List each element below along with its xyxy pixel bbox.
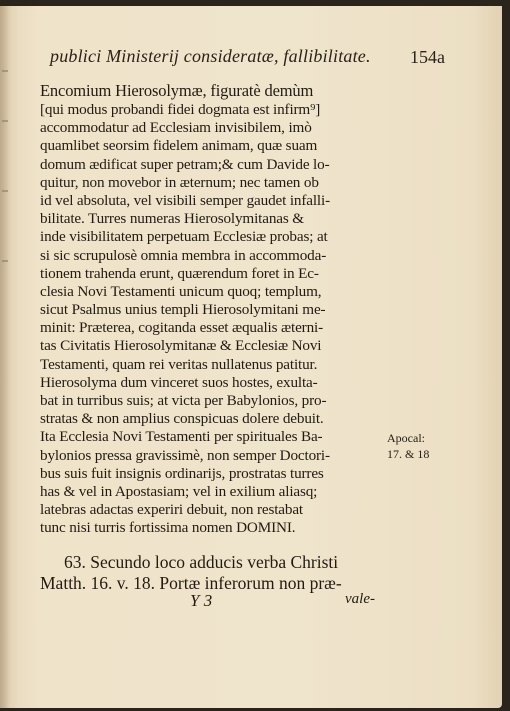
text-line: id vel absoluta, vel visibili semper gaudet infalli- [40, 191, 330, 209]
bleed-through-mark [2, 190, 8, 192]
text-line: Encomium Hierosolymæ, figuratè demùm [40, 81, 314, 100]
text-line: bylonios pressa gravissimè, non semper Doctori- [40, 446, 330, 464]
catchword: vale- [345, 591, 375, 607]
text-line: stratas & non amplius conspicuas dolere debuit. [40, 410, 324, 428]
text-line: sicut Psalmus unius templi Hierosolymitani me- [40, 301, 326, 319]
page-number: 154a [410, 47, 445, 67]
paragraph-63-line: Matth. 16. v. 18. Portæ inferorum non præ- [40, 572, 342, 593]
text-line: quamlibet seorsim fidelem animam, quæ suam [40, 137, 318, 155]
text-line: [qui modus probandi fidei dogmata est infirm⁹] [40, 101, 321, 118]
main-text-block [40, 80, 400, 594]
text-line: quitur, non movebor in æternum; nec tamen ob [40, 173, 319, 191]
signature-mark: Y 3 [190, 591, 213, 610]
bleed-through-mark [2, 120, 8, 122]
bleed-through-mark [2, 70, 8, 72]
text-line: bilitate. Turres numeras Hierosolymitanas & [40, 210, 304, 228]
text-line: clesia Novi Testamenti unicum quoq; templum, [40, 282, 322, 300]
text-line: tas Civitatis Hierosolymitanæ & Ecclesiæ Novi [40, 337, 322, 355]
text-line: domum ædificat super petram;& cum Davide lo- [40, 155, 330, 173]
text-line: inde visibilitatem perpetuam Ecclesiæ probas; at [40, 228, 328, 246]
margin-note-apocalypse [387, 430, 429, 462]
text-line: has & vel in Apostasiam; vel in exilium aliasq; [40, 482, 318, 500]
text-line: Hierosolyma dum vinceret suos hostes, exulta- [40, 373, 318, 391]
margin-note-line: Apocal: [387, 431, 425, 445]
text-line: minit: Præterea, cogitanda esset æqualis æterni- [40, 319, 323, 337]
paragraph-gap [40, 538, 400, 552]
text-line: latebras adactas experiri debuit, non restabat [40, 501, 303, 519]
paragraph-63-line: 63. Secundo loco adducis verba Christi [64, 551, 339, 572]
margin-note-line: 17. & 18 [387, 447, 430, 461]
running-title: publici Ministerij consideratæ, fallibilitate. [50, 46, 371, 66]
text-line: Testamenti, quam rei veritas nullatenus patitur. [40, 355, 318, 373]
text-line: tionem trahenda erunt, quærendum foret in Ec- [40, 264, 319, 282]
text-line: bus suis fuit insignis ordinarijs, prostratas turres [40, 464, 324, 482]
page-gutter-shadow [0, 6, 10, 708]
bleed-through-mark [2, 260, 8, 262]
text-line: si sic scrupulosè omnia membra in accommoda- [40, 246, 327, 264]
text-line: bat in turribus suis; at victa per Babylonios, pro- [40, 392, 327, 409]
text-line: accommodatur ad Ecclesiam invisibilem, imò [40, 119, 312, 137]
text-line: Ita Ecclesia Novi Testamenti per spirituales Ba- [40, 428, 323, 446]
text-line: tunc nisi turris fortissima nomen DOMINI. [40, 519, 296, 537]
